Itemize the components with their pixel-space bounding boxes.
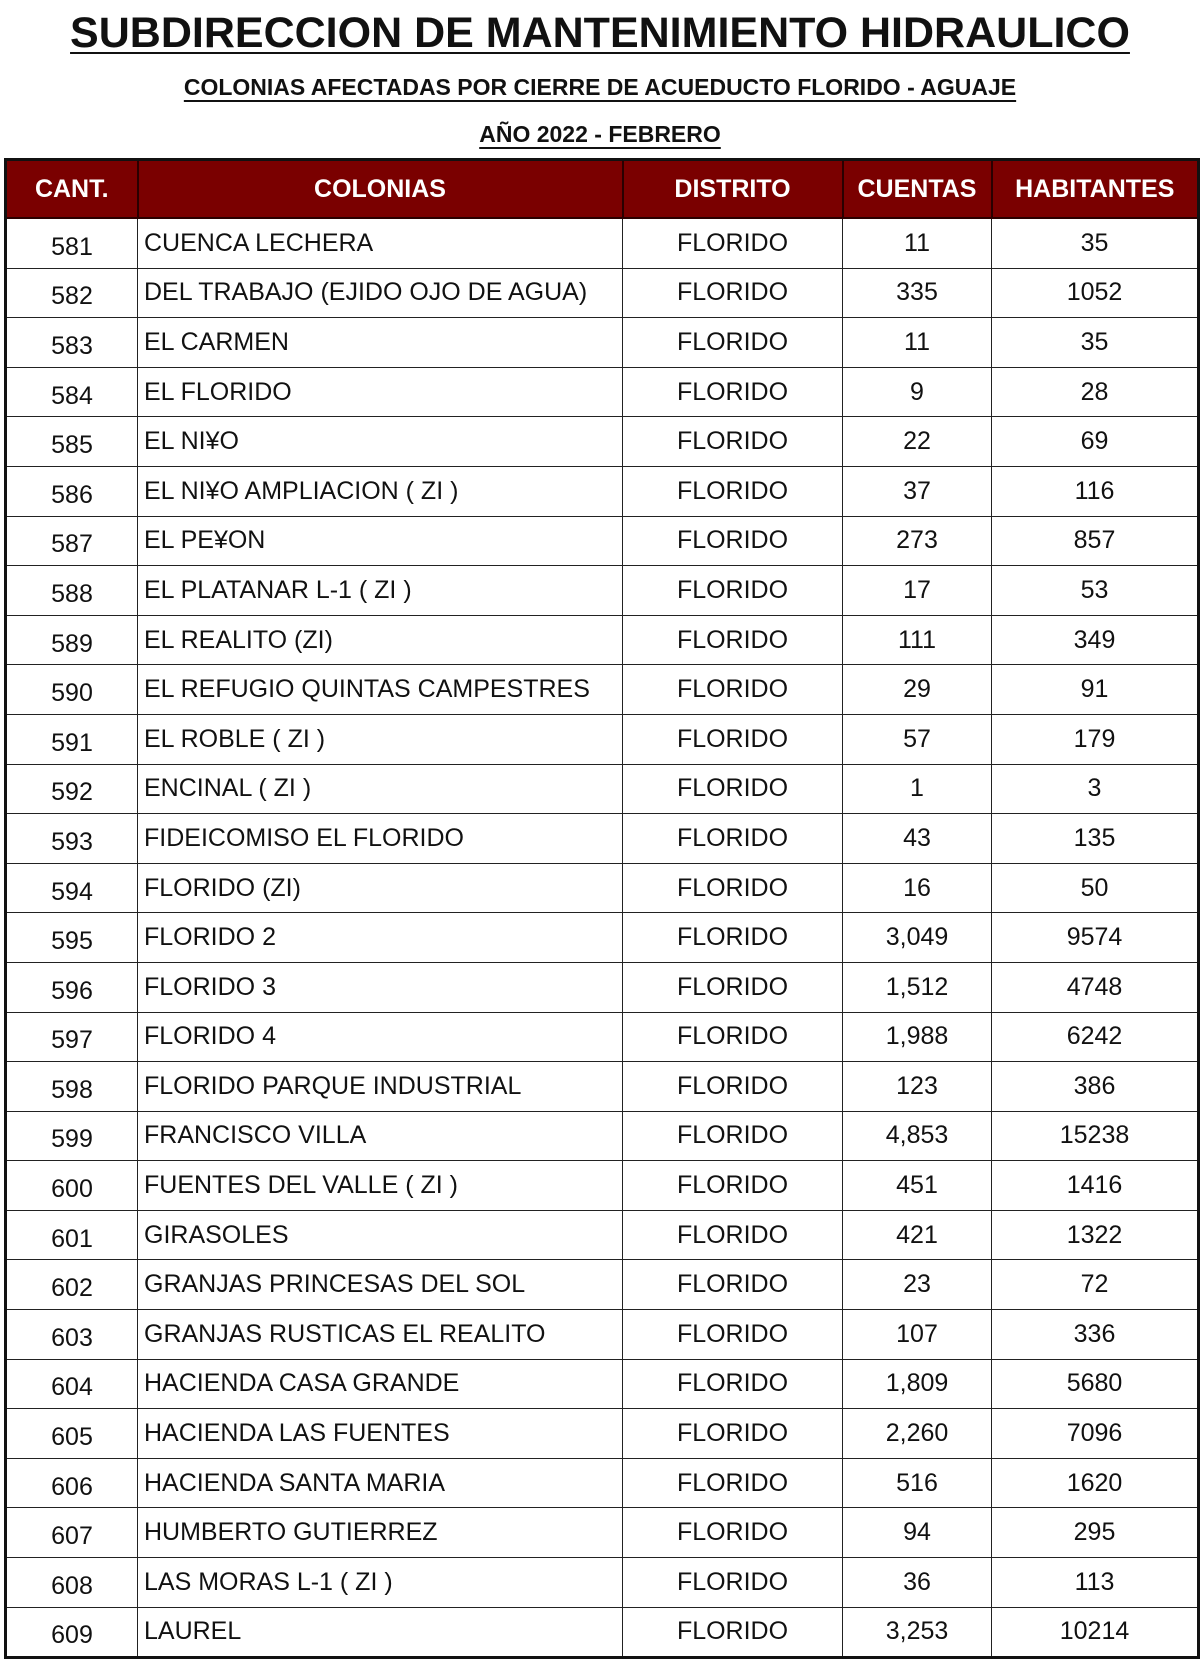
cell-colonia: FIDEICOMISO EL FLORIDO <box>138 814 623 864</box>
cell-habitantes: 135 <box>992 814 1199 864</box>
table-row <box>6 863 1199 913</box>
cell-colonia: HACIENDA CASA GRANDE <box>138 1359 623 1409</box>
cell-colonia: EL REALITO (ZI) <box>138 615 623 665</box>
cell-cant: 596 <box>6 962 138 1012</box>
cell-distrito: FLORIDO <box>623 1012 843 1062</box>
cell-colonia: LAS MORAS L-1 ( ZI ) <box>138 1558 623 1608</box>
cell-distrito: FLORIDO <box>623 714 843 764</box>
cell-cuentas: 2,260 <box>843 1409 992 1459</box>
cell-habitantes: 28 <box>992 367 1199 417</box>
page-title-text: SUBDIRECCION DE MANTENIMIENTO HIDRAULICO <box>70 9 1130 57</box>
table-row <box>6 466 1199 516</box>
table-row <box>6 714 1199 764</box>
cell-colonia: FRANCISCO VILLA <box>138 1111 623 1161</box>
table-row <box>6 417 1199 467</box>
colonias-table <box>4 158 1200 1659</box>
cell-cant: 581 <box>6 218 138 268</box>
cell-distrito: FLORIDO <box>623 367 843 417</box>
cell-colonia: GRANJAS PRINCESAS DEL SOL <box>138 1260 623 1310</box>
column-header-colonias: COLONIAS <box>138 160 623 219</box>
table-row <box>6 1558 1199 1608</box>
table-row <box>6 1012 1199 1062</box>
cell-colonia: EL PLATANAR L-1 ( ZI ) <box>138 566 623 616</box>
cell-cant: 605 <box>6 1409 138 1459</box>
column-header-cuentas: CUENTAS <box>843 160 992 219</box>
table-row <box>6 913 1199 963</box>
cell-cuentas: 57 <box>843 714 992 764</box>
cell-distrito: FLORIDO <box>623 1508 843 1558</box>
cell-cant: 607 <box>6 1508 138 1558</box>
cell-cant: 585 <box>6 417 138 467</box>
cell-distrito: FLORIDO <box>623 1210 843 1260</box>
cell-distrito: FLORIDO <box>623 1607 843 1658</box>
cell-colonia: HUMBERTO GUTIERREZ <box>138 1508 623 1558</box>
cell-cuentas: 107 <box>843 1310 992 1360</box>
cell-cant: 586 <box>6 466 138 516</box>
column-header-habitantes: HABITANTES <box>992 160 1199 219</box>
cell-colonia: EL FLORIDO <box>138 367 623 417</box>
cell-cant: 582 <box>6 268 138 318</box>
cell-cuentas: 111 <box>843 615 992 665</box>
column-header-cant: CANT. <box>6 160 138 219</box>
cell-distrito: FLORIDO <box>623 1111 843 1161</box>
cell-distrito: FLORIDO <box>623 1558 843 1608</box>
cell-colonia: FLORIDO 4 <box>138 1012 623 1062</box>
cell-cant: 587 <box>6 516 138 566</box>
table-row <box>6 1260 1199 1310</box>
table-row <box>6 665 1199 715</box>
cell-habitantes: 1416 <box>992 1161 1199 1211</box>
cell-habitantes: 10214 <box>992 1607 1199 1658</box>
cell-habitantes: 15238 <box>992 1111 1199 1161</box>
cell-habitantes: 35 <box>992 218 1199 268</box>
cell-colonia: EL ROBLE ( ZI ) <box>138 714 623 764</box>
cell-colonia: EL NI¥O <box>138 417 623 467</box>
cell-cuentas: 36 <box>843 1558 992 1608</box>
cell-distrito: FLORIDO <box>623 814 843 864</box>
cell-distrito: FLORIDO <box>623 268 843 318</box>
cell-habitantes: 91 <box>992 665 1199 715</box>
cell-habitantes: 113 <box>992 1558 1199 1608</box>
cell-habitantes: 179 <box>992 714 1199 764</box>
cell-colonia: EL NI¥O AMPLIACION ( ZI ) <box>138 466 623 516</box>
cell-colonia: LAUREL <box>138 1607 623 1658</box>
cell-distrito: FLORIDO <box>623 1310 843 1360</box>
cell-distrito: FLORIDO <box>623 1409 843 1459</box>
table-row <box>6 1210 1199 1260</box>
cell-distrito: FLORIDO <box>623 466 843 516</box>
cell-colonia: EL PE¥ON <box>138 516 623 566</box>
table-header-row <box>6 160 1199 219</box>
cell-cant: 608 <box>6 1558 138 1608</box>
cell-habitantes: 349 <box>992 615 1199 665</box>
cell-cuentas: 9 <box>843 367 992 417</box>
table-row <box>6 318 1199 368</box>
cell-cuentas: 3,253 <box>843 1607 992 1658</box>
cell-distrito: FLORIDO <box>623 417 843 467</box>
cell-colonia: FLORIDO PARQUE INDUSTRIAL <box>138 1062 623 1112</box>
cell-distrito: FLORIDO <box>623 962 843 1012</box>
cell-habitantes: 1052 <box>992 268 1199 318</box>
table-row <box>6 615 1199 665</box>
cell-habitantes: 386 <box>992 1062 1199 1112</box>
cell-cuentas: 43 <box>843 814 992 864</box>
table-body <box>6 218 1199 1658</box>
cell-cant: 593 <box>6 814 138 864</box>
cell-colonia: CUENCA LECHERA <box>138 218 623 268</box>
cell-colonia: EL REFUGIO QUINTAS CAMPESTRES <box>138 665 623 715</box>
cell-cant: 584 <box>6 367 138 417</box>
table-row <box>6 962 1199 1012</box>
table-row <box>6 1111 1199 1161</box>
cell-colonia: FLORIDO 3 <box>138 962 623 1012</box>
cell-distrito: FLORIDO <box>623 218 843 268</box>
table-row <box>6 1161 1199 1211</box>
cell-habitantes: 5680 <box>992 1359 1199 1409</box>
cell-habitantes: 4748 <box>992 962 1199 1012</box>
cell-cuentas: 451 <box>843 1161 992 1211</box>
table-row <box>6 367 1199 417</box>
cell-cuentas: 1,988 <box>843 1012 992 1062</box>
cell-habitantes: 857 <box>992 516 1199 566</box>
cell-distrito: FLORIDO <box>623 665 843 715</box>
cell-colonia: HACIENDA SANTA MARIA <box>138 1458 623 1508</box>
cell-cant: 592 <box>6 764 138 814</box>
cell-cuentas: 4,853 <box>843 1111 992 1161</box>
cell-colonia: FUENTES DEL VALLE ( ZI ) <box>138 1161 623 1211</box>
cell-cuentas: 11 <box>843 218 992 268</box>
table-row <box>6 1310 1199 1360</box>
cell-cuentas: 23 <box>843 1260 992 1310</box>
cell-cant: 604 <box>6 1359 138 1409</box>
table-row <box>6 566 1199 616</box>
cell-distrito: FLORIDO <box>623 516 843 566</box>
cell-colonia: GIRASOLES <box>138 1210 623 1260</box>
cell-cant: 595 <box>6 913 138 963</box>
page-subtitle <box>0 70 1200 104</box>
cell-cant: 589 <box>6 615 138 665</box>
page-subtitle-text: COLONIAS AFECTADAS POR CIERRE DE ACUEDUCTO FLORIDO - AGUAJE <box>183 74 1017 100</box>
cell-habitantes: 6242 <box>992 1012 1199 1062</box>
column-header-distrito: DISTRITO <box>623 160 843 219</box>
cell-cant: 599 <box>6 1111 138 1161</box>
cell-cant: 606 <box>6 1458 138 1508</box>
cell-habitantes: 336 <box>992 1310 1199 1360</box>
cell-habitantes: 9574 <box>992 913 1199 963</box>
cell-distrito: FLORIDO <box>623 1260 843 1310</box>
cell-cant: 609 <box>6 1607 138 1658</box>
cell-distrito: FLORIDO <box>623 1062 843 1112</box>
cell-cant: 601 <box>6 1210 138 1260</box>
cell-colonia: FLORIDO (ZI) <box>138 863 623 913</box>
table-row <box>6 1359 1199 1409</box>
cell-habitantes: 1620 <box>992 1458 1199 1508</box>
cell-cuentas: 94 <box>843 1508 992 1558</box>
cell-colonia: FLORIDO 2 <box>138 913 623 963</box>
cell-cant: 591 <box>6 714 138 764</box>
cell-distrito: FLORIDO <box>623 318 843 368</box>
cell-cuentas: 37 <box>843 466 992 516</box>
table-row <box>6 1508 1199 1558</box>
table-row <box>6 516 1199 566</box>
cell-cant: 600 <box>6 1161 138 1211</box>
cell-distrito: FLORIDO <box>623 913 843 963</box>
cell-distrito: FLORIDO <box>623 1161 843 1211</box>
table-row <box>6 1607 1199 1658</box>
cell-cant: 590 <box>6 665 138 715</box>
cell-cuentas: 16 <box>843 863 992 913</box>
cell-habitantes: 72 <box>992 1260 1199 1310</box>
table-row <box>6 1062 1199 1112</box>
cell-colonia: ENCINAL ( ZI ) <box>138 764 623 814</box>
table-row <box>6 814 1199 864</box>
cell-cuentas: 17 <box>843 566 992 616</box>
cell-colonia: GRANJAS RUSTICAS EL REALITO <box>138 1310 623 1360</box>
cell-cuentas: 123 <box>843 1062 992 1112</box>
cell-habitantes: 35 <box>992 318 1199 368</box>
cell-cant: 597 <box>6 1012 138 1062</box>
cell-cuentas: 11 <box>843 318 992 368</box>
cell-distrito: FLORIDO <box>623 615 843 665</box>
cell-habitantes: 295 <box>992 1508 1199 1558</box>
table-row <box>6 268 1199 318</box>
table-row <box>6 764 1199 814</box>
cell-cuentas: 421 <box>843 1210 992 1260</box>
page-title <box>0 4 1200 62</box>
table-row <box>6 218 1199 268</box>
cell-cuentas: 1,512 <box>843 962 992 1012</box>
cell-distrito: FLORIDO <box>623 863 843 913</box>
cell-distrito: FLORIDO <box>623 1359 843 1409</box>
cell-cuentas: 1,809 <box>843 1359 992 1409</box>
cell-cuentas: 29 <box>843 665 992 715</box>
cell-habitantes: 3 <box>992 764 1199 814</box>
cell-distrito: FLORIDO <box>623 1458 843 1508</box>
cell-habitantes: 53 <box>992 566 1199 616</box>
cell-cant: 588 <box>6 566 138 616</box>
cell-cant: 594 <box>6 863 138 913</box>
cell-cuentas: 22 <box>843 417 992 467</box>
table-row <box>6 1458 1199 1508</box>
cell-habitantes: 50 <box>992 863 1199 913</box>
cell-cant: 603 <box>6 1310 138 1360</box>
cell-distrito: FLORIDO <box>623 764 843 814</box>
period-label-text: AÑO 2022 - FEBRERO <box>479 121 721 147</box>
cell-colonia: EL CARMEN <box>138 318 623 368</box>
period-label <box>0 117 1200 151</box>
cell-habitantes: 116 <box>992 466 1199 516</box>
cell-cuentas: 3,049 <box>843 913 992 963</box>
cell-habitantes: 7096 <box>992 1409 1199 1459</box>
cell-habitantes: 1322 <box>992 1210 1199 1260</box>
cell-cuentas: 516 <box>843 1458 992 1508</box>
cell-colonia: DEL TRABAJO (EJIDO OJO DE AGUA) <box>138 268 623 318</box>
cell-cant: 598 <box>6 1062 138 1112</box>
cell-colonia: HACIENDA LAS FUENTES <box>138 1409 623 1459</box>
cell-habitantes: 69 <box>992 417 1199 467</box>
cell-cuentas: 335 <box>843 268 992 318</box>
cell-cuentas: 1 <box>843 764 992 814</box>
cell-cant: 583 <box>6 318 138 368</box>
cell-cant: 602 <box>6 1260 138 1310</box>
table-row <box>6 1409 1199 1459</box>
cell-cuentas: 273 <box>843 516 992 566</box>
cell-distrito: FLORIDO <box>623 566 843 616</box>
